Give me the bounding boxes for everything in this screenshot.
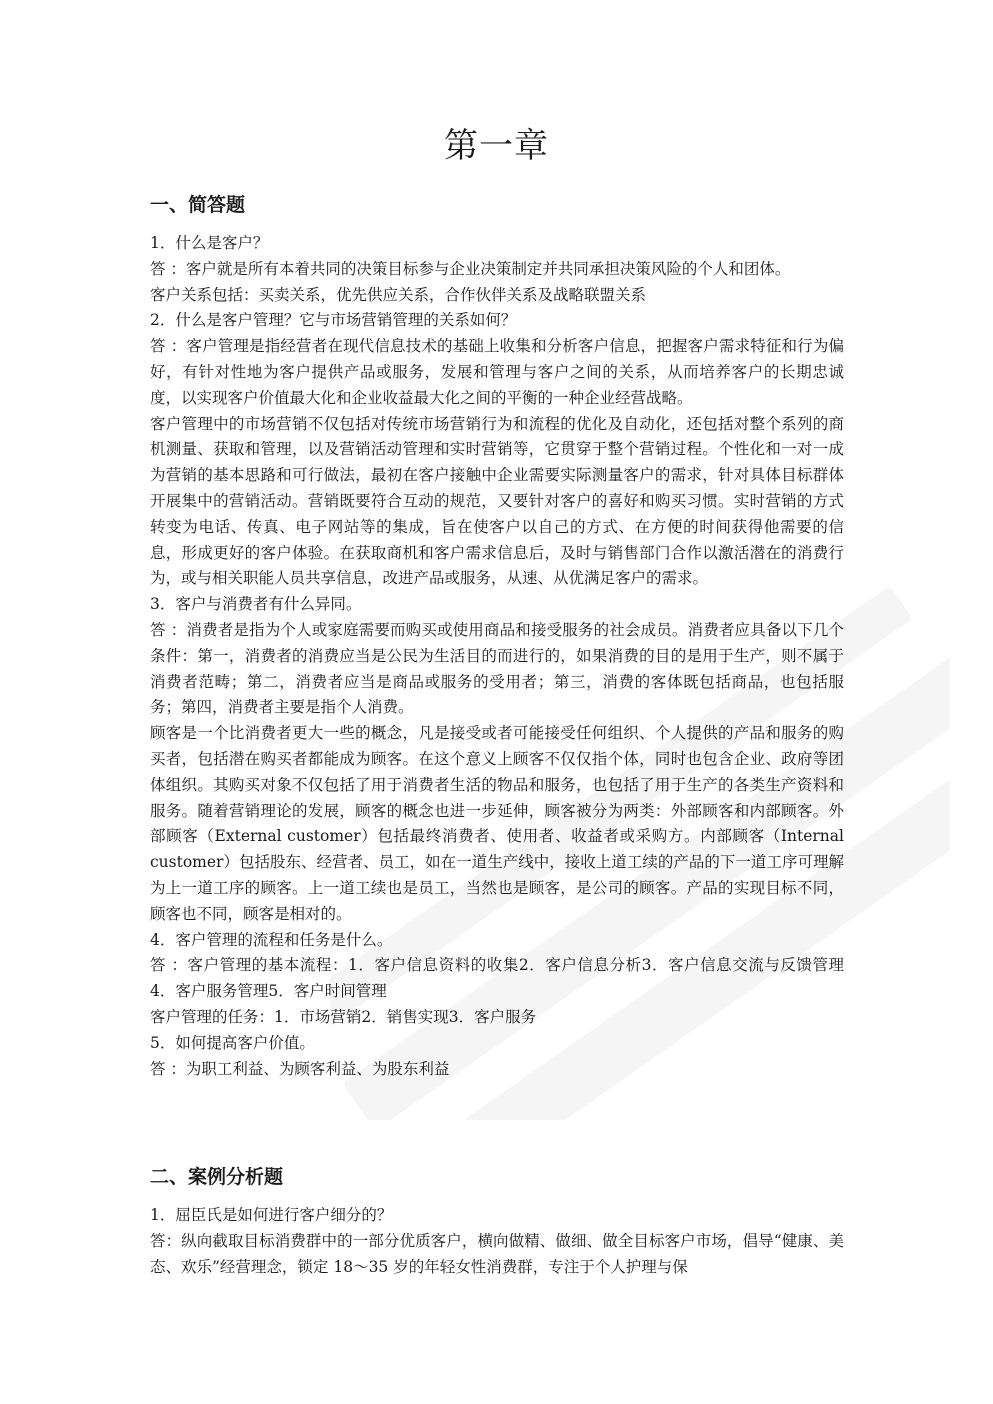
answer: 答 ：为职工利益、为顾客利益、为股东利益 (150, 1059, 450, 1078)
section-heading-short-answer: 一、简答题 (150, 194, 246, 216)
question: 4．客户管理的流程和任务是什么。 (150, 930, 393, 949)
answer: 答 ：客户管理是指经营者在现代信息技术的基础上收集和分析客户信息，把握客户需求特征和行为偏好，有针对性地为客户提供产品或服务，发展和管理与客户之间的关系，从而培养客户的长期忠诚度，以实现客户价值最大化和企业收益最大化之间的平衡的一种企业经营战略。 (150, 337, 844, 407)
paragraph: 客户管理的任务：1．市场营销2．销售实现3．客户服务 (150, 1007, 537, 1026)
question: 2．什么是客户管理？它与市场营销管理的关系如何？ (150, 311, 517, 330)
question: 5．如何提高客户价值。 (150, 1033, 315, 1052)
section-body-case-analysis (150, 1203, 844, 1280)
question: 3．客户与消费者有什么异同。 (150, 595, 362, 614)
paragraph: 顾客是一个比消费者更大一些的概念，凡是接受或者可能接受任何组织、个人提供的产品和服务的购买者，包括潜在购买者都能成为顾客。在这个意义上顾客不仅仅指个体，同时也包含企业、政府等团体组织。其购买对象不仅包括了用于消费者生活的物品和服务，也包括了用于生产的各类生产资料和服务。随着营销理论的发展，顾客的概念也进一步延伸，顾客被分为两类：外部顾客和内部顾客。外部顾客（External customer）包括最终消费者、使用者、收益者或采购方。内部顾客（Internal customer）包括股东、经营者、员工，如在一道生产线中，接收上道工续的产品的下一道工序可理解为上一道工序的顾客。上一道工续也是员工，当然也是顾客，是公司的顾客。产品的实现目标不同，顾客也不同，顾客是相对的。 (150, 724, 844, 923)
question: 1．什么是客户？ (150, 234, 269, 252)
answer: 答 ：消费者是指为个人或家庭需要而购买或使用商品和接受服务的社会成员。消费者应具备以下几个条件：第一，消费者的消费应当是公民为生活目的而进行的，如果消费的目的是用于生产，则不属于消费者范畴；第二，消费者应当是商品或服务的受用者；第三，消费的客体既包括商品，也包括服务；第四，消费者主要是指个人消费。 (150, 620, 844, 717)
paragraph: 客户关系包括：买卖关系，优先供应关系，合作伙伴关系及战略联盟关系 (150, 285, 647, 304)
chapter-title: 第一章 (444, 126, 549, 166)
answer: 答 ：客户就是所有本着共同的决策目标参与企业决策制定并共同承担决策风险的个人和团体。 (150, 259, 791, 278)
answer: 答：纵向截取目标消费群中的一部分优质客户，横向做精、做细、做全目标客户市场，倡导“健康、美态、欢乐”经营理念，锁定 18～35 岁的年轻女性消费群，专注于个人护理与保 (150, 1231, 844, 1276)
paragraph: 客户管理中的市场营销不仅包括对传统市场营销行为和流程的优化及自动化，还包括对整个系列的商机测量、获取和管理，以及营销活动管理和实时营销等，它贯穿于整个营销过程。个性化和一对一成为营销的基本思路和可行做法，最初在客户接触中企业需要实际测量客户的需求，针对具体目标群体开展集中的营销活动。营销既要符合互动的规范，又要针对客户的喜好和购买习惯。实时营销的方式转变为电话、传真、电子网站等的集成，旨在使客户以自己的方式、在方便的时间获得他需要的信息，形成更好的客户体验。在获取商机和客户需求信息后，及时与销售部门合作以激活潜在的消费行为，或与相关职能人员共享信息，改进产品或服务，从速、从优满足客户的需求。 (150, 414, 844, 588)
question: 1．屈臣氏是如何进行客户细分的？ (150, 1206, 393, 1224)
answer: 答 ：客户管理的基本流程：1．客户信息资料的收集2．客户信息分析3．客户信息交流与反馈管理4．客户服务管理5．客户时间管理 (150, 956, 844, 1001)
section-heading-case-analysis: 二、案例分析题 (150, 1166, 284, 1188)
section-body-short-answer (150, 231, 844, 1082)
